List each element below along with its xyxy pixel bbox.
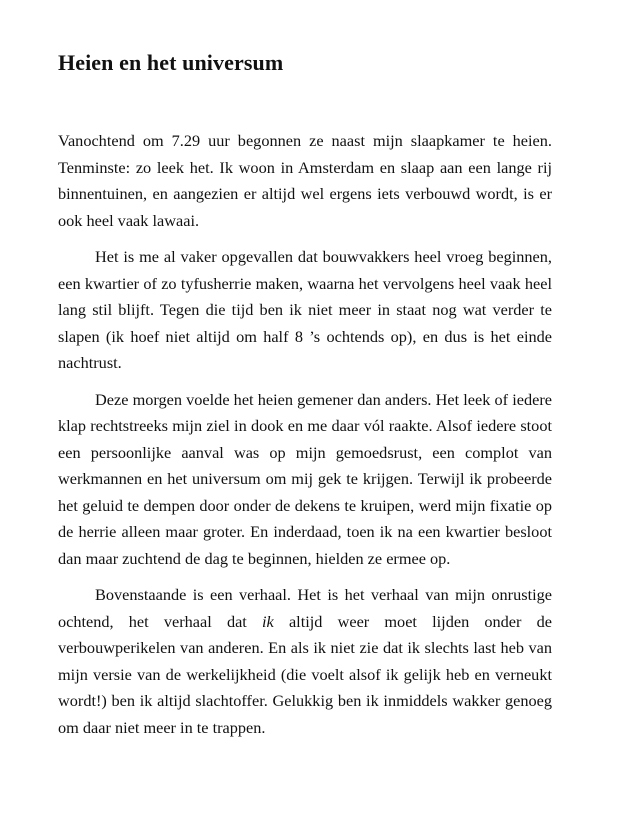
document-body [58,128,552,741]
document-page [58,48,552,751]
paragraph-4-text-end: altijd weer moet lijden onder de verbouwperikelen van anderen. En als ik niet zie dat ik slechts last heb van mijn versie van de werkelijkheid (die voelt alsof ik gelijk heb en verneukt wordt!) ben ik altijd slachtoffer. Gelukkig ben ik inmiddels wakker genoeg om daar niet meer in te trappen. [58,611,552,737]
document-title: Heien en het universum [58,50,284,75]
paragraph-4-emphasis: ik [262,611,274,631]
paragraph-2: Het is me al vaker opgevallen dat bouwvakkers heel vroeg beginnen, een kwartier of zo tyfusherrie maken, waarna het vervolgens heel vaak heel lang stil blijft. Tegen die tijd ben ik niet meer in staat nog wat verder te slapen (ik hoef niet altijd om half 8 ’s ochtends op), en dus is het einde nachtrust. [58,247,552,372]
paragraph-3: Deze morgen voelde het heien gemener dan anders. Het leek of iedere klap rechtstreeks mijn ziel in dook en me daar vól raakte. Alsof iedere stoot een persoonlijke aanval was op mijn gemoedsrust, een complot van werkmannen en het universum om mij gek te krijgen. Terwijl ik probeerde het geluid te dempen door onder de dekens te kruipen, werd mijn fixatie op de herrie alleen maar groter. En inderdaad, toen ik na een kwartier besloot dan maar zuchtend de dag te beginnen, hielden ze ermee op. [58,389,552,568]
paragraph-4 [58,582,552,741]
paragraph-4-text-start: Bovenstaande is een verhaal. Het is het verhaal van mijn onrustige ochtend, het verhaal dat [58,585,552,631]
paragraph-1: Vanochtend om 7.29 uur begonnen ze naast mijn slaapkamer te heien. Tenminste: zo leek het. Ik woon in Amsterdam en slaap aan een lange rij binnentuinen, en aangezien er altijd wel ergens iets verbouwd wordt, is er ook heel vaak lawaai. [58,131,552,230]
